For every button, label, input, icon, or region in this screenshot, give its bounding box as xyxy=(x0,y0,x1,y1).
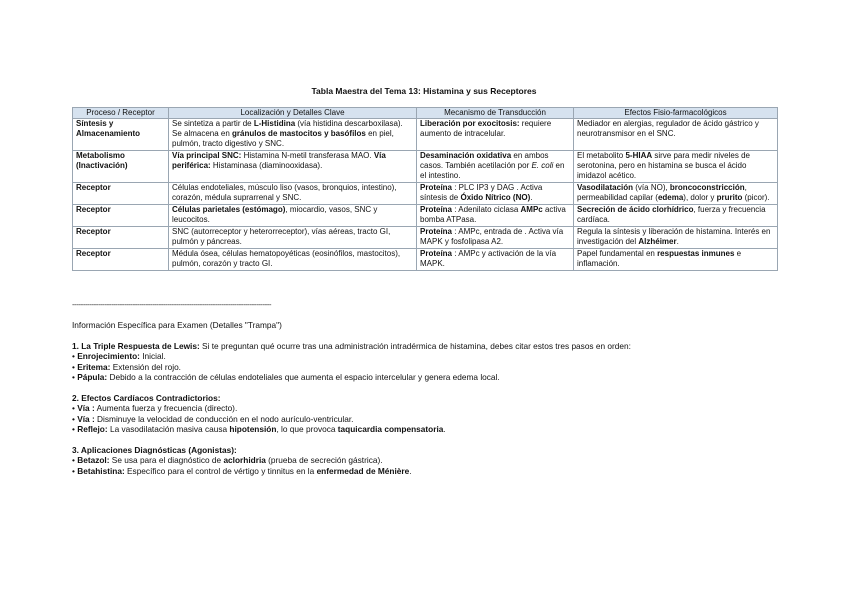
cell-effects: Vasodilatación (vía NO), broncoconstricción, permeabilidad capilar (edema), dolor y prurito (picor). xyxy=(574,183,778,205)
table-row xyxy=(73,183,778,205)
separator-line: -------------------------------------------------------------------------------------------- xyxy=(72,300,272,309)
section-heading: 3. Aplicaciones Diagnósticas (Agonistas): xyxy=(72,444,237,455)
cell-mechanism: Liberación por exocitosis: requiere aumento de intracelular. xyxy=(417,119,574,151)
exam-info xyxy=(72,320,792,486)
list-item: • Eritema: Extensión del rojo. xyxy=(72,361,181,372)
cell-mechanism: Proteína : AMPc y activación de la vía MAPK. xyxy=(417,249,574,271)
cell-mechanism: Proteína : Adenilato ciclasa AMPc activa bomba ATPasa. xyxy=(417,205,574,227)
table-row xyxy=(73,151,778,183)
cell-process: Receptor xyxy=(73,249,169,271)
cell-mechanism: Proteína : AMPc, entrada de . Activa vía MAPK y fosfolipasa A2. xyxy=(417,227,574,249)
table-row xyxy=(73,205,778,227)
column-header: Localización y Detalles Clave xyxy=(169,108,417,119)
page-title: Tabla Maestra del Tema 13: Histamina y sus Receptores xyxy=(311,86,537,96)
table-row xyxy=(73,119,778,151)
column-header: Mecanismo de Transducción xyxy=(417,108,574,119)
cell-process: Síntesis y Almacenamiento xyxy=(73,119,169,151)
column-header: Proceso / Receptor xyxy=(73,108,169,119)
list-item: • Vía : Aumenta fuerza y frecuencia (directo). xyxy=(72,403,238,413)
cell-location: Vía principal SNC: Histamina N-metil transferasa MAO. Vía periférica: Histaminasa (diaminooxidasa). xyxy=(169,151,417,183)
list-item: • Enrojecimiento: Inicial. xyxy=(72,351,166,361)
info-section xyxy=(72,393,792,435)
cell-process: Receptor xyxy=(73,205,169,227)
cell-location: Se sintetiza a partir de L-Histidina (vía histidina descarboxilasa). Se almacena en gránulos de mastocitos y basófilos en piel, pulmón, tracto digestivo y SNC. xyxy=(169,119,417,151)
section-heading: 2. Efectos Cardíacos Contradictorios: xyxy=(72,392,221,403)
table-row xyxy=(73,249,778,271)
cell-process: Receptor xyxy=(73,227,169,249)
cell-effects: Mediador en alergias, regulador de ácido gástrico y neurotransmisor en el SNC. xyxy=(574,119,778,151)
column-header: Efectos Fisio-farmacológicos xyxy=(574,108,778,119)
master-table xyxy=(72,107,778,271)
cell-location: SNC (autorreceptor y heterorreceptor), vías aéreas, tracto GI, pulmón y páncreas. xyxy=(169,227,417,249)
info-section xyxy=(72,341,792,383)
cell-mechanism: Proteína : PLC IP3 y DAG . Activa síntesis de Óxido Nítrico (NO). xyxy=(417,183,574,205)
list-item: • Vía : Disminuye la velocidad de conducción en el nodo aurículo-ventricular. xyxy=(72,413,354,424)
list-item: • Pápula: Debido a la contracción de células endoteliales que aumenta el espacio intercelular y genera edema local. xyxy=(72,372,500,382)
cell-process: Metabolismo (Inactivación) xyxy=(73,151,169,183)
cell-location: Células parietales (estómago), miocardio, vasos, SNC y leucocitos. xyxy=(169,205,417,227)
cell-mechanism: Desaminación oxidativa en ambos casos. También acetilación por E. coli en el intestino. xyxy=(417,151,574,183)
cell-effects: Papel fundamental en respuestas inmunes e inflamación. xyxy=(574,249,778,271)
info-section xyxy=(72,445,792,477)
cell-location: Médula ósea, células hematopoyéticas (eosinófilos, mastocitos), pulmón, corazón y tracto GI. xyxy=(169,249,417,271)
cell-effects: Secreción de ácido clorhídrico, fuerza y frecuencia cardíaca. xyxy=(574,205,778,227)
cell-location: Células endoteliales, músculo liso (vasos, bronquios, intestino), corazón, médula suprarrenal y SNC. xyxy=(169,183,417,205)
cell-effects: El metabolito 5-HIAA sirve para medir niveles de serotonina, pero en histamina se busca el ácido imidazol acético. xyxy=(574,151,778,183)
list-item: • Betazol: Se usa para el diagnóstico de aclorhidria (prueba de secreción gástrica). xyxy=(72,455,383,465)
section-heading: 1. La Triple Respuesta de Lewis: Si te preguntan qué ocurre tras una administración intradérmica de histamina, debes citar estos tres pasos en orden: xyxy=(72,340,631,351)
table-row xyxy=(73,227,778,249)
info-title: Información Específica para Examen (Detalles "Trampa") xyxy=(72,320,282,330)
list-item: • Betahistina: Específico para el control de vértigo y tinnitus en la enfermedad de Ménière. xyxy=(72,465,412,476)
cell-process: Receptor xyxy=(73,183,169,205)
list-item: • Reflejo: La vasodilatación masiva causa hipotensión, lo que provoca taquicardia compensatoria. xyxy=(72,424,446,434)
table-header-row xyxy=(73,108,778,119)
cell-effects: Regula la síntesis y liberación de histamina. Interés en investigación del Alzhéimer. xyxy=(574,227,778,249)
